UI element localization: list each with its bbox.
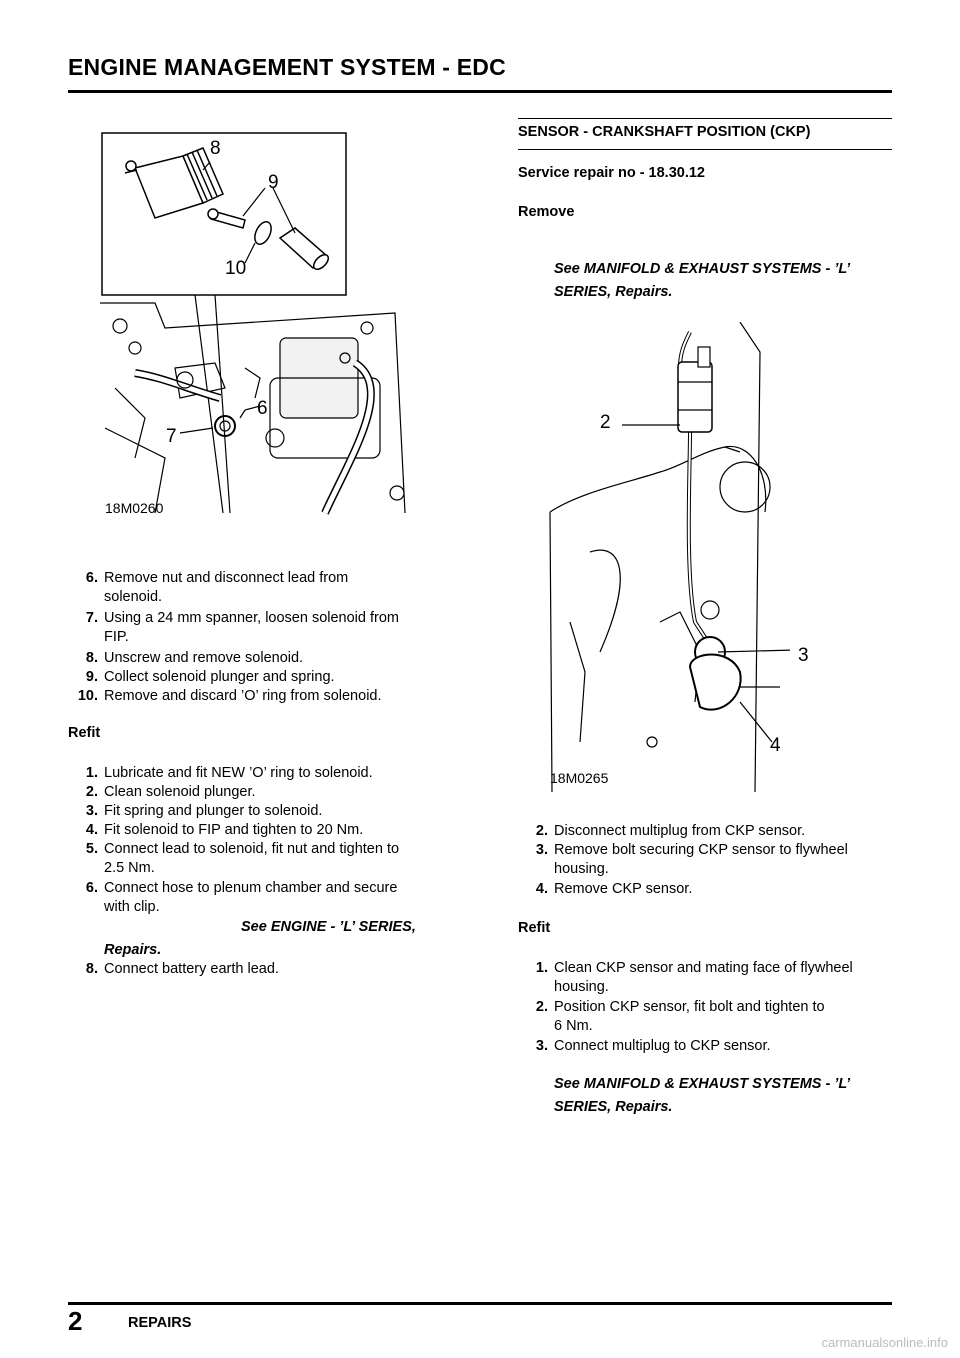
footer-rule xyxy=(68,1302,892,1305)
footer-section: REPAIRS xyxy=(128,1315,192,1331)
service-repair-no: Service repair no - 18.30.12 xyxy=(518,165,705,181)
callout-6: 6 xyxy=(257,398,268,419)
callout-7: 7 xyxy=(166,426,177,447)
callout-8: 8 xyxy=(210,138,221,159)
section-title: SENSOR - CRANKSHAFT POSITION (CKP) xyxy=(518,124,811,140)
figure-ckp-sensor xyxy=(540,322,809,792)
callout-4: 4 xyxy=(770,735,781,756)
callout-3: 3 xyxy=(798,645,809,666)
heading-remove-right: Remove xyxy=(518,204,575,220)
section-rule-bottom xyxy=(518,149,892,150)
callout-9: 9 xyxy=(268,172,279,193)
xref-engine-repairs: See ENGINE - ’L’ SERIES, Repairs. xyxy=(104,919,416,958)
xref-manifold-refit: See MANIFOLD & EXHAUST SYSTEMS - ’L’ SERIES, Repairs. xyxy=(554,1076,851,1115)
figure-id: 18M0260 xyxy=(105,500,164,516)
figure-id-ckp: 18M0265 xyxy=(550,770,609,786)
page-number: 2 xyxy=(68,1306,83,1336)
callout-2: 2 xyxy=(600,412,611,433)
header-rule xyxy=(68,90,892,93)
figure-solenoid xyxy=(95,128,425,523)
heading-refit-right: Refit xyxy=(518,920,551,936)
section-rule-top xyxy=(518,118,892,119)
callout-10: 10 xyxy=(225,258,247,279)
heading-refit-left: Refit xyxy=(68,725,101,741)
xref-manifold-remove: See MANIFOLD & EXHAUST SYSTEMS - ’L’ SERIES, Repairs. xyxy=(554,261,851,300)
page-title: ENGINE MANAGEMENT SYSTEM - EDC xyxy=(68,54,506,80)
watermark: carmanualsonline.info xyxy=(821,1335,948,1350)
